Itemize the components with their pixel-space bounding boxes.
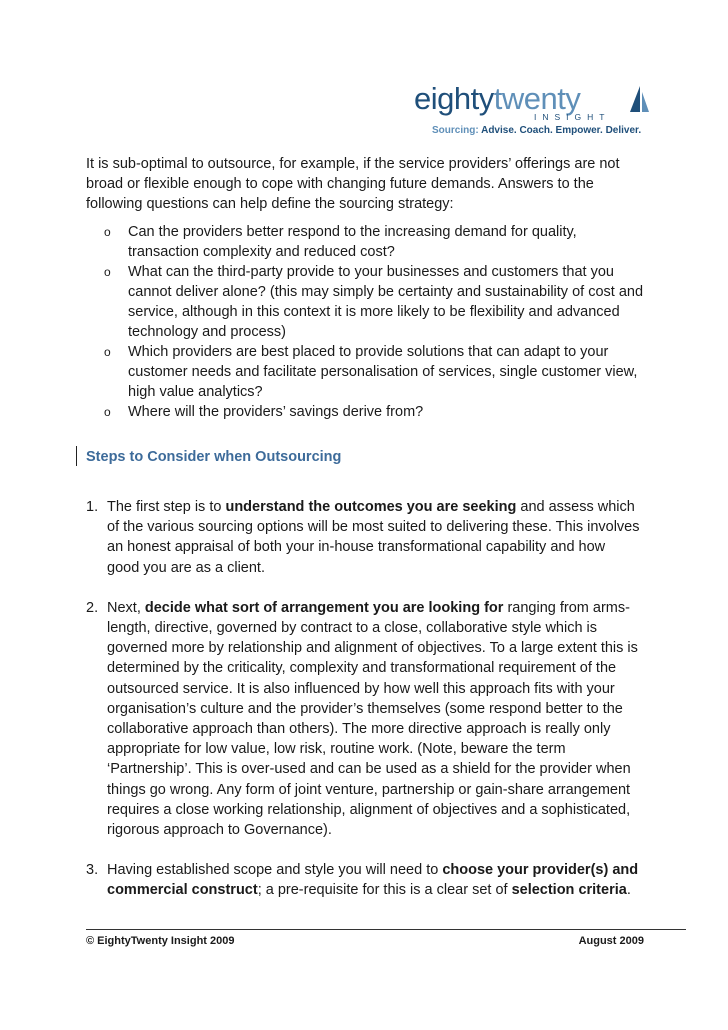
list-item: o Can the providers better respond to the increasing demand for quality, transaction complexity and reduced cost? xyxy=(104,224,577,260)
emphasis: decide what sort of arrangement you are looking for xyxy=(144,599,504,616)
emphasis: selection criteria xyxy=(511,882,627,899)
intro-paragraph: It is sub-optimal to outsource, for example, if the service providers’ offerings are not broad or flexible enough to cope with changing future demands. Answers to the following questions can help define the sourcing strategy: xyxy=(86,156,620,212)
bullet-marker: o xyxy=(104,405,111,419)
footer-date: August 2009 xyxy=(578,935,644,947)
list-item: 2. Next, decide what sort of arrangement you are looking for ranging from arms-length, directive, governed by contract to a close, collaborative style which is governed more by relationship and alignment of objectives. To a large extent this is determined by the criticality, complexity and transformational requirement of the outsourced service. It is also influenced by how well this approach fits with your organisation’s culture and the provider’s themselves (some respond better to the collaborative approach than others). The more directive approach is really only appropriate for low value, low risk, routine work. (Note, beware the term ‘Partnership’. This is over-used and can be used as a shield for the provider when things go wrong. Any form of joint venture, partnership or gain-share arrangement requires a close working relationship, alignment of objectives and a sophisticated, rigorous approach to Governance). xyxy=(86,599,638,839)
section-heading: Steps to Consider when Outsourcing xyxy=(86,449,342,465)
sail-icon xyxy=(628,86,650,116)
steps-list xyxy=(86,497,641,921)
bullet-marker: o xyxy=(104,265,111,279)
emphasis: choose your provider(s) and commercial construct xyxy=(107,862,639,899)
list-item: o What can the third-party provide to your businesses and customers that you cannot deliver alone? (this may simply be certainty and sustainability of cost and service, although in this context it is more likely to be flexibility and advanced technology and process) xyxy=(104,264,644,340)
list-item: 3. Having established scope and style you will need to choose your provider(s) and commercial construct; a pre-requisite for this is a clear set of selection criteria. xyxy=(86,862,639,899)
emphasis: understand the outcomes you are seeking xyxy=(225,499,517,515)
list-item: o Which providers are best placed to provide solutions that can adapt to your customer needs and facilitate personalisation of services, single customer view, high value analytics? xyxy=(104,344,638,400)
step-number: 1. xyxy=(86,499,99,515)
logo-tagline: Sourcing: Advise. Coach. Empower. Deliver. xyxy=(432,125,642,136)
list-item: 1. The first step is to understand the outcomes you are seeking and assess which of the various sourcing options will be most suited to delivering these. This involves an honest appraisal of both your in-house transformational capability and how good you are as a client. xyxy=(86,499,640,576)
logo-wordmark: eightytwenty xyxy=(414,81,581,116)
page-footer xyxy=(86,935,644,947)
company-logo xyxy=(414,82,654,140)
change-bar xyxy=(76,446,77,466)
footer-divider xyxy=(86,929,686,930)
bullet-marker: o xyxy=(104,225,111,239)
footer-copyright: © EightyTwenty Insight 2009 xyxy=(86,935,235,947)
logo-subtitle: INSIGHT xyxy=(534,112,611,122)
list-item: o Where will the providers’ savings derive from? xyxy=(104,404,424,420)
question-list xyxy=(104,222,649,422)
step-number: 3. xyxy=(86,862,99,879)
step-number: 2. xyxy=(86,599,99,616)
bullet-marker: o xyxy=(104,345,111,359)
